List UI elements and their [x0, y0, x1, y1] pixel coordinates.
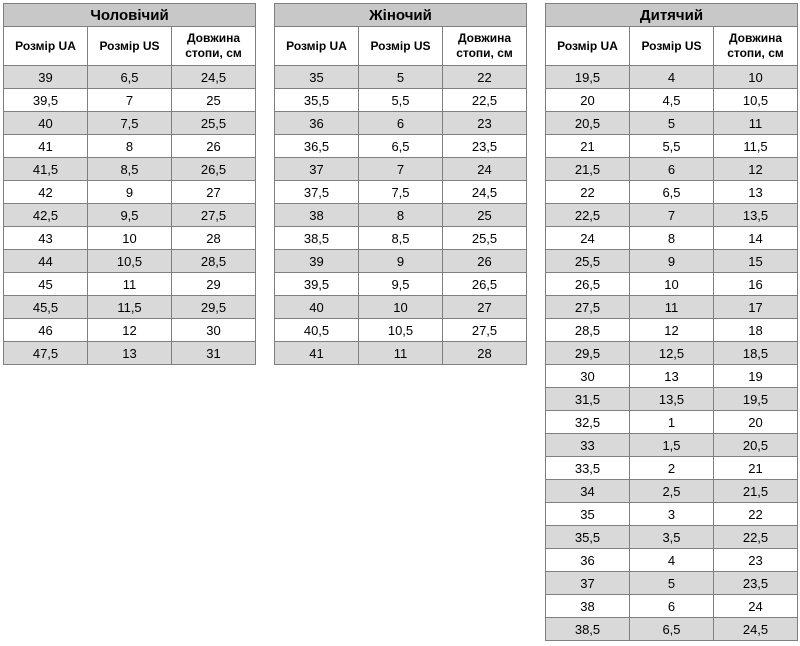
cell-size-ua: 47,5: [4, 342, 88, 365]
table-body: [546, 66, 798, 641]
table-row: [546, 89, 798, 112]
cell-size-us: 8: [88, 135, 172, 158]
cell-size-us: 9: [88, 181, 172, 204]
cell-size-ua: 42,5: [4, 204, 88, 227]
cell-size-us: 10,5: [88, 250, 172, 273]
cell-size-ua: 41: [4, 135, 88, 158]
cell-size-ua: 21,5: [546, 158, 630, 181]
table-row: [4, 319, 256, 342]
table-row: [546, 365, 798, 388]
cell-size-ua: 20: [546, 89, 630, 112]
cell-size-us: 12: [630, 319, 714, 342]
table-row: [4, 66, 256, 89]
cell-foot-length: 22: [714, 503, 798, 526]
cell-foot-length: 23,5: [714, 572, 798, 595]
cell-foot-length: 23: [443, 112, 527, 135]
table-row: [546, 388, 798, 411]
cell-size-ua: 40,5: [275, 319, 359, 342]
table-row: [4, 112, 256, 135]
cell-foot-length: 20: [714, 411, 798, 434]
cell-size-ua: 45,5: [4, 296, 88, 319]
column-header-us: Розмір US: [359, 27, 443, 66]
cell-foot-length: 28: [172, 227, 256, 250]
cell-foot-length: 27: [443, 296, 527, 319]
cell-size-ua: 25,5: [546, 250, 630, 273]
cell-size-us: 6,5: [630, 618, 714, 641]
column-header-ua: Розмір UA: [4, 27, 88, 66]
column-header-ua: Розмір UA: [275, 27, 359, 66]
cell-foot-length: 15: [714, 250, 798, 273]
cell-size-ua: 28,5: [546, 319, 630, 342]
table-row: [275, 112, 527, 135]
table-row: [4, 342, 256, 365]
cell-size-us: 9: [630, 250, 714, 273]
table-row: [275, 227, 527, 250]
cell-size-ua: 38: [546, 595, 630, 618]
cell-size-ua: 34: [546, 480, 630, 503]
kids-size-table: [545, 3, 798, 641]
cell-size-us: 4: [630, 66, 714, 89]
cell-size-ua: 22,5: [546, 204, 630, 227]
cell-size-ua: 24: [546, 227, 630, 250]
cell-foot-length: 22,5: [443, 89, 527, 112]
cell-foot-length: 27: [172, 181, 256, 204]
table-row: [4, 273, 256, 296]
cell-foot-length: 22: [443, 66, 527, 89]
cell-foot-length: 19: [714, 365, 798, 388]
cell-size-us: 7,5: [359, 181, 443, 204]
cell-size-ua: 36: [546, 549, 630, 572]
table-row: [546, 181, 798, 204]
cell-foot-length: 24: [443, 158, 527, 181]
cell-size-us: 12,5: [630, 342, 714, 365]
cell-foot-length: 10: [714, 66, 798, 89]
table-row: [275, 250, 527, 273]
table-row: [546, 342, 798, 365]
cell-size-ua: 30: [546, 365, 630, 388]
cell-size-us: 5: [630, 572, 714, 595]
cell-size-ua: 22: [546, 181, 630, 204]
cell-size-ua: 38,5: [546, 618, 630, 641]
table-row: [546, 112, 798, 135]
table-row: [4, 227, 256, 250]
cell-size-ua: 39,5: [4, 89, 88, 112]
table-row: [4, 158, 256, 181]
cell-size-ua: 35: [275, 66, 359, 89]
column-header-foot-length: Довжина стопи, см: [714, 27, 798, 66]
cell-size-ua: 42: [4, 181, 88, 204]
table-row: [275, 181, 527, 204]
table-row: [275, 89, 527, 112]
cell-foot-length: 26,5: [172, 158, 256, 181]
table-row: [546, 572, 798, 595]
cell-size-us: 7,5: [88, 112, 172, 135]
cell-size-ua: 33: [546, 434, 630, 457]
table-row: [546, 158, 798, 181]
cell-size-us: 8,5: [88, 158, 172, 181]
cell-foot-length: 23,5: [443, 135, 527, 158]
cell-foot-length: 27,5: [172, 204, 256, 227]
cell-size-us: 5: [359, 66, 443, 89]
table-row: [4, 89, 256, 112]
women-size-table: [274, 3, 527, 365]
cell-size-us: 4: [630, 549, 714, 572]
table-row: [546, 434, 798, 457]
cell-size-ua: 36,5: [275, 135, 359, 158]
table-row: [546, 549, 798, 572]
cell-size-ua: 26,5: [546, 273, 630, 296]
cell-foot-length: 14: [714, 227, 798, 250]
cell-size-ua: 46: [4, 319, 88, 342]
cell-size-us: 9,5: [359, 273, 443, 296]
cell-size-ua: 37,5: [275, 181, 359, 204]
cell-size-us: 4,5: [630, 89, 714, 112]
cell-size-ua: 37: [275, 158, 359, 181]
cell-size-us: 6: [359, 112, 443, 135]
cell-foot-length: 18,5: [714, 342, 798, 365]
table-row: [546, 250, 798, 273]
cell-size-ua: 35,5: [275, 89, 359, 112]
cell-size-us: 7: [359, 158, 443, 181]
cell-foot-length: 24,5: [172, 66, 256, 89]
cell-foot-length: 19,5: [714, 388, 798, 411]
cell-foot-length: 25: [443, 204, 527, 227]
cell-size-ua: 43: [4, 227, 88, 250]
table-row: [275, 204, 527, 227]
cell-size-us: 13,5: [630, 388, 714, 411]
cell-foot-length: 20,5: [714, 434, 798, 457]
cell-foot-length: 26,5: [443, 273, 527, 296]
cell-foot-length: 23: [714, 549, 798, 572]
table-row: [546, 480, 798, 503]
cell-size-us: 7: [630, 204, 714, 227]
table-row: [4, 135, 256, 158]
cell-foot-length: 21,5: [714, 480, 798, 503]
cell-size-us: 11: [88, 273, 172, 296]
cell-size-us: 10,5: [359, 319, 443, 342]
table-row: [4, 204, 256, 227]
cell-size-ua: 27,5: [546, 296, 630, 319]
cell-size-ua: 35: [546, 503, 630, 526]
table-title: Дитячий: [546, 4, 798, 27]
table-row: [546, 618, 798, 641]
table-row: [275, 319, 527, 342]
cell-size-ua: 33,5: [546, 457, 630, 480]
cell-size-ua: 45: [4, 273, 88, 296]
cell-size-us: 13: [630, 365, 714, 388]
table-row: [275, 273, 527, 296]
cell-foot-length: 26: [443, 250, 527, 273]
cell-foot-length: 11,5: [714, 135, 798, 158]
cell-size-ua: 39: [275, 250, 359, 273]
cell-foot-length: 21: [714, 457, 798, 480]
table-row: [546, 457, 798, 480]
cell-size-ua: 21: [546, 135, 630, 158]
table-row: [275, 342, 527, 365]
table-row: [546, 411, 798, 434]
cell-size-us: 5,5: [630, 135, 714, 158]
table-row: [546, 66, 798, 89]
cell-foot-length: 25,5: [443, 227, 527, 250]
table-row: [275, 296, 527, 319]
cell-size-us: 6,5: [88, 66, 172, 89]
cell-foot-length: 17: [714, 296, 798, 319]
cell-foot-length: 29: [172, 273, 256, 296]
table-row: [275, 66, 527, 89]
cell-foot-length: 24,5: [714, 618, 798, 641]
cell-size-us: 6,5: [630, 181, 714, 204]
cell-size-ua: 31,5: [546, 388, 630, 411]
cell-foot-length: 24,5: [443, 181, 527, 204]
cell-foot-length: 31: [172, 342, 256, 365]
cell-size-us: 9,5: [88, 204, 172, 227]
cell-size-us: 5,5: [359, 89, 443, 112]
table-body: [275, 66, 527, 365]
table-title: Жіночий: [275, 4, 527, 27]
cell-size-ua: 41,5: [4, 158, 88, 181]
cell-foot-length: 22,5: [714, 526, 798, 549]
cell-size-us: 11,5: [88, 296, 172, 319]
cell-foot-length: 29,5: [172, 296, 256, 319]
cell-foot-length: 25: [172, 89, 256, 112]
table-row: [275, 135, 527, 158]
table-title: Чоловічий: [4, 4, 256, 27]
cell-size-us: 1: [630, 411, 714, 434]
table-row: [546, 135, 798, 158]
cell-size-us: 8: [630, 227, 714, 250]
cell-foot-length: 24: [714, 595, 798, 618]
cell-size-ua: 38,5: [275, 227, 359, 250]
cell-size-us: 6,5: [359, 135, 443, 158]
men-size-table: [3, 3, 256, 365]
table-row: [546, 526, 798, 549]
cell-foot-length: 28,5: [172, 250, 256, 273]
cell-size-ua: 40: [4, 112, 88, 135]
cell-size-us: 11: [630, 296, 714, 319]
cell-foot-length: 26: [172, 135, 256, 158]
cell-size-us: 12: [88, 319, 172, 342]
cell-size-ua: 39,5: [275, 273, 359, 296]
cell-size-us: 9: [359, 250, 443, 273]
cell-foot-length: 16: [714, 273, 798, 296]
cell-foot-length: 13,5: [714, 204, 798, 227]
column-header-foot-length: Довжина стопи, см: [443, 27, 527, 66]
cell-size-us: 6: [630, 595, 714, 618]
cell-size-us: 5: [630, 112, 714, 135]
table-row: [4, 296, 256, 319]
cell-foot-length: 12: [714, 158, 798, 181]
cell-size-us: 8: [359, 204, 443, 227]
cell-size-ua: 19,5: [546, 66, 630, 89]
table-body: [4, 66, 256, 365]
cell-size-ua: 39: [4, 66, 88, 89]
cell-size-us: 13: [88, 342, 172, 365]
cell-size-us: 10: [630, 273, 714, 296]
table-row: [546, 296, 798, 319]
table-row: [546, 227, 798, 250]
cell-size-us: 6: [630, 158, 714, 181]
cell-size-us: 10: [88, 227, 172, 250]
cell-size-ua: 36: [275, 112, 359, 135]
cell-size-ua: 44: [4, 250, 88, 273]
table-row: [546, 273, 798, 296]
cell-size-us: 2: [630, 457, 714, 480]
cell-size-ua: 32,5: [546, 411, 630, 434]
column-header-ua: Розмір UA: [546, 27, 630, 66]
cell-size-us: 7: [88, 89, 172, 112]
column-header-us: Розмір US: [630, 27, 714, 66]
table-row: [546, 503, 798, 526]
column-header-foot-length: Довжина стопи, см: [172, 27, 256, 66]
cell-size-us: 2,5: [630, 480, 714, 503]
cell-size-ua: 29,5: [546, 342, 630, 365]
table-row: [4, 181, 256, 204]
cell-foot-length: 28: [443, 342, 527, 365]
cell-size-ua: 40: [275, 296, 359, 319]
cell-size-ua: 35,5: [546, 526, 630, 549]
table-row: [546, 319, 798, 342]
cell-size-us: 10: [359, 296, 443, 319]
table-row: [546, 204, 798, 227]
cell-foot-length: 13: [714, 181, 798, 204]
cell-size-us: 1,5: [630, 434, 714, 457]
cell-size-ua: 37: [546, 572, 630, 595]
cell-foot-length: 30: [172, 319, 256, 342]
cell-foot-length: 10,5: [714, 89, 798, 112]
cell-foot-length: 18: [714, 319, 798, 342]
column-header-us: Розмір US: [88, 27, 172, 66]
cell-size-ua: 41: [275, 342, 359, 365]
cell-size-ua: 38: [275, 204, 359, 227]
cell-foot-length: 27,5: [443, 319, 527, 342]
cell-size-us: 11: [359, 342, 443, 365]
cell-size-us: 8,5: [359, 227, 443, 250]
cell-size-ua: 20,5: [546, 112, 630, 135]
cell-size-us: 3: [630, 503, 714, 526]
table-row: [4, 250, 256, 273]
cell-size-us: 3,5: [630, 526, 714, 549]
cell-foot-length: 25,5: [172, 112, 256, 135]
table-row: [546, 595, 798, 618]
table-row: [275, 158, 527, 181]
cell-foot-length: 11: [714, 112, 798, 135]
